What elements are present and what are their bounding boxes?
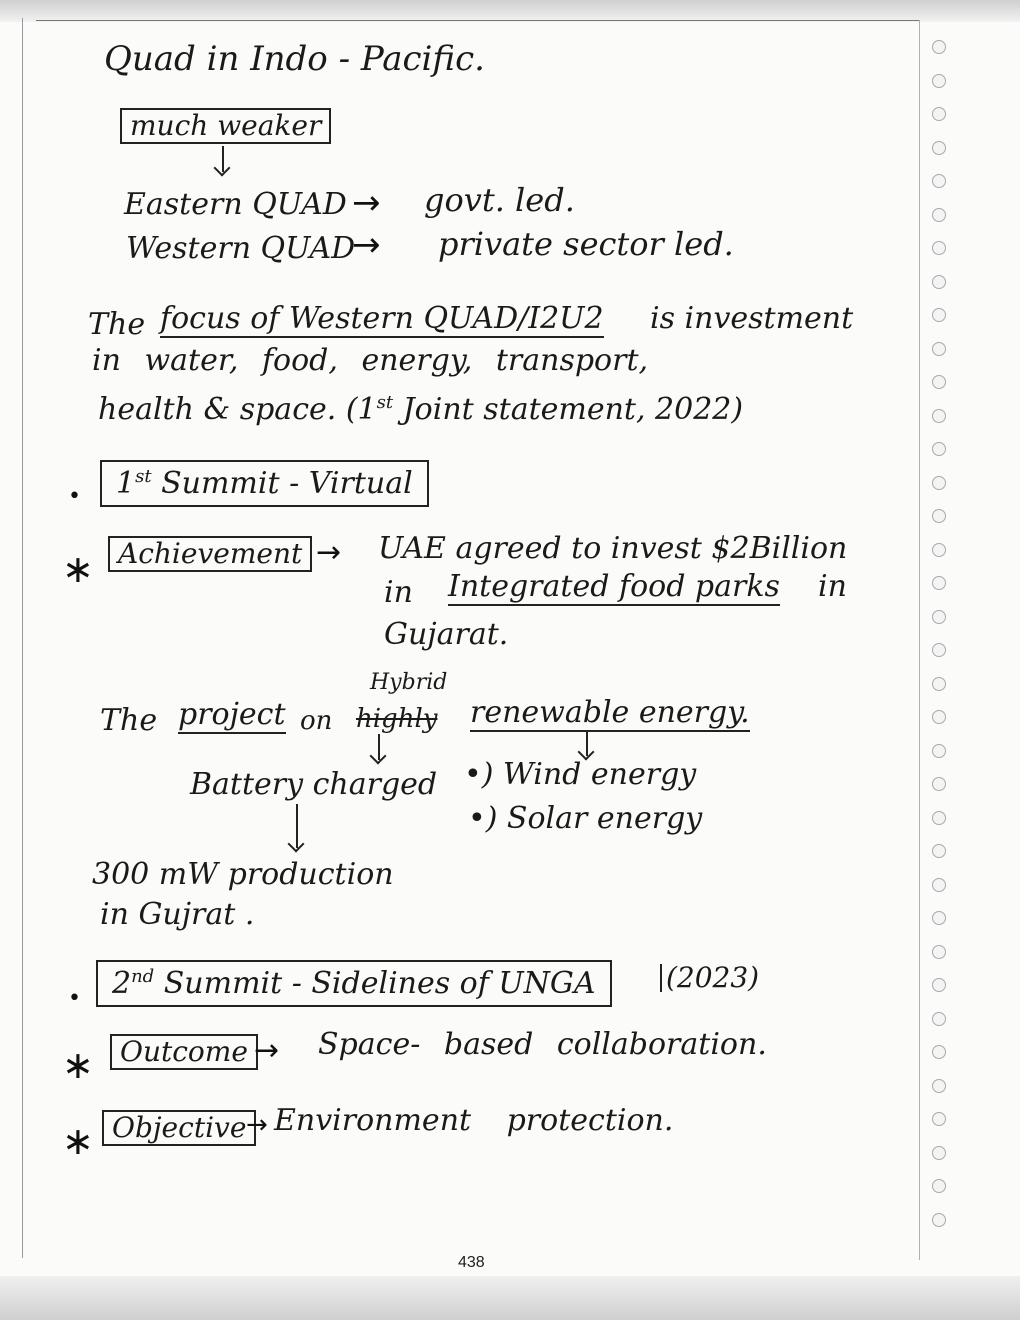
focus-line1-rest: is investment xyxy=(650,301,854,336)
binding-hole xyxy=(932,442,946,456)
right-arrow-icon: → xyxy=(352,225,381,265)
right-arrow-icon: → xyxy=(316,535,342,570)
production-line2: in Gujrat . xyxy=(100,897,255,932)
solar-energy: •) Solar energy xyxy=(468,801,703,836)
binding-hole xyxy=(932,107,946,121)
battery-charged: Battery charged xyxy=(190,767,438,802)
summit2-year: (2023) xyxy=(660,964,759,992)
binding-hole xyxy=(932,40,946,54)
binding-hole xyxy=(932,643,946,657)
binding-hole xyxy=(932,878,946,892)
binding-hole xyxy=(932,476,946,490)
box-outcome: Outcome xyxy=(110,1034,258,1070)
wind-energy: •) Wind energy xyxy=(464,757,697,792)
project-underlined: project xyxy=(178,697,286,732)
focus-prefix: The xyxy=(88,307,146,342)
project-on: on xyxy=(300,706,333,736)
binding-hole xyxy=(932,576,946,590)
asterisk-icon: ∗ xyxy=(62,1119,94,1163)
achievement-line3: Gujarat. xyxy=(384,617,509,652)
western-quad-label: Western QUAD xyxy=(126,231,356,266)
binding-hole xyxy=(932,1146,946,1160)
focus-underlined: focus of Western QUAD/I2U2 xyxy=(160,301,604,336)
binding-hole xyxy=(932,1213,946,1227)
asterisk-icon: ∗ xyxy=(62,547,94,591)
right-arrow-icon: → xyxy=(352,183,381,223)
page-edge-bottom xyxy=(0,1276,1020,1320)
binding-hole xyxy=(932,978,946,992)
bullet-icon: • xyxy=(68,484,81,509)
achievement-underlined: Integrated food parks xyxy=(448,569,780,604)
binding-hole xyxy=(932,1112,946,1126)
binding-hole xyxy=(932,777,946,791)
binding-hole xyxy=(932,543,946,557)
down-arrow-icon xyxy=(222,146,224,172)
project-prefix: The xyxy=(100,703,158,738)
box-2nd-summit: 2nd Summit - Sidelines of UNGA xyxy=(96,960,612,1007)
achievement-line2-pre: in xyxy=(384,575,413,610)
page-edge-top xyxy=(0,0,1020,22)
down-arrow-icon xyxy=(586,732,588,756)
box-achievement: Achievement xyxy=(108,536,312,572)
binding-hole xyxy=(932,1079,946,1093)
western-quad-value: private sector led. xyxy=(438,225,734,263)
binding-hole xyxy=(932,1179,946,1193)
spiral-binding xyxy=(928,40,956,1250)
project-underlined2: renewable energy. xyxy=(470,695,750,730)
outcome-value: Space- based collaboration. xyxy=(318,1027,767,1062)
binding-hole xyxy=(932,208,946,222)
binding-hole xyxy=(932,375,946,389)
right-rule xyxy=(919,20,920,1260)
binding-hole xyxy=(932,509,946,523)
box-objective: Objective xyxy=(102,1110,256,1146)
binding-hole xyxy=(932,174,946,188)
achievement-line2-post: in xyxy=(818,569,847,604)
binding-hole xyxy=(932,844,946,858)
asterisk-icon: ∗ xyxy=(62,1043,94,1087)
eastern-quad-label: Eastern QUAD xyxy=(124,187,347,222)
focus-line3: health & space. (1st Joint statement, 2022) xyxy=(98,392,744,427)
down-arrow-icon xyxy=(378,734,380,760)
right-arrow-icon: → xyxy=(246,1110,268,1140)
struck-word: highly xyxy=(356,704,438,734)
right-arrow-icon: → xyxy=(254,1033,280,1068)
box-1st-summit: 1st Summit - Virtual xyxy=(100,460,429,507)
top-rule xyxy=(36,20,920,21)
binding-hole xyxy=(932,74,946,88)
down-arrow-icon xyxy=(296,804,298,848)
binding-hole xyxy=(932,1012,946,1026)
binding-hole xyxy=(932,911,946,925)
eastern-quad-value: govt. led. xyxy=(424,181,575,219)
binding-hole xyxy=(932,275,946,289)
binding-hole xyxy=(932,610,946,624)
page-number: 438 xyxy=(458,1254,485,1271)
binding-hole xyxy=(932,744,946,758)
binding-hole xyxy=(932,677,946,691)
binding-hole xyxy=(932,308,946,322)
binding-hole xyxy=(932,945,946,959)
binding-hole xyxy=(932,710,946,724)
hybrid-insert: Hybrid xyxy=(370,670,448,695)
margin-line xyxy=(22,18,23,1258)
objective-value: Environment protection. xyxy=(274,1103,674,1138)
binding-hole xyxy=(932,241,946,255)
bullet-icon: • xyxy=(68,986,81,1011)
page-title: Quad in Indo - Pacific. xyxy=(104,39,485,79)
achievement-line1: UAE agreed to invest $2Billion xyxy=(378,531,848,566)
production-line1: 300 mW production xyxy=(92,857,394,892)
binding-hole xyxy=(932,1045,946,1059)
binding-hole xyxy=(932,342,946,356)
binding-hole xyxy=(932,141,946,155)
box-much-weaker: much weaker xyxy=(120,108,331,144)
focus-line2: in water, food, energy, transport, xyxy=(92,343,649,378)
binding-hole xyxy=(932,811,946,825)
binding-hole xyxy=(932,409,946,423)
